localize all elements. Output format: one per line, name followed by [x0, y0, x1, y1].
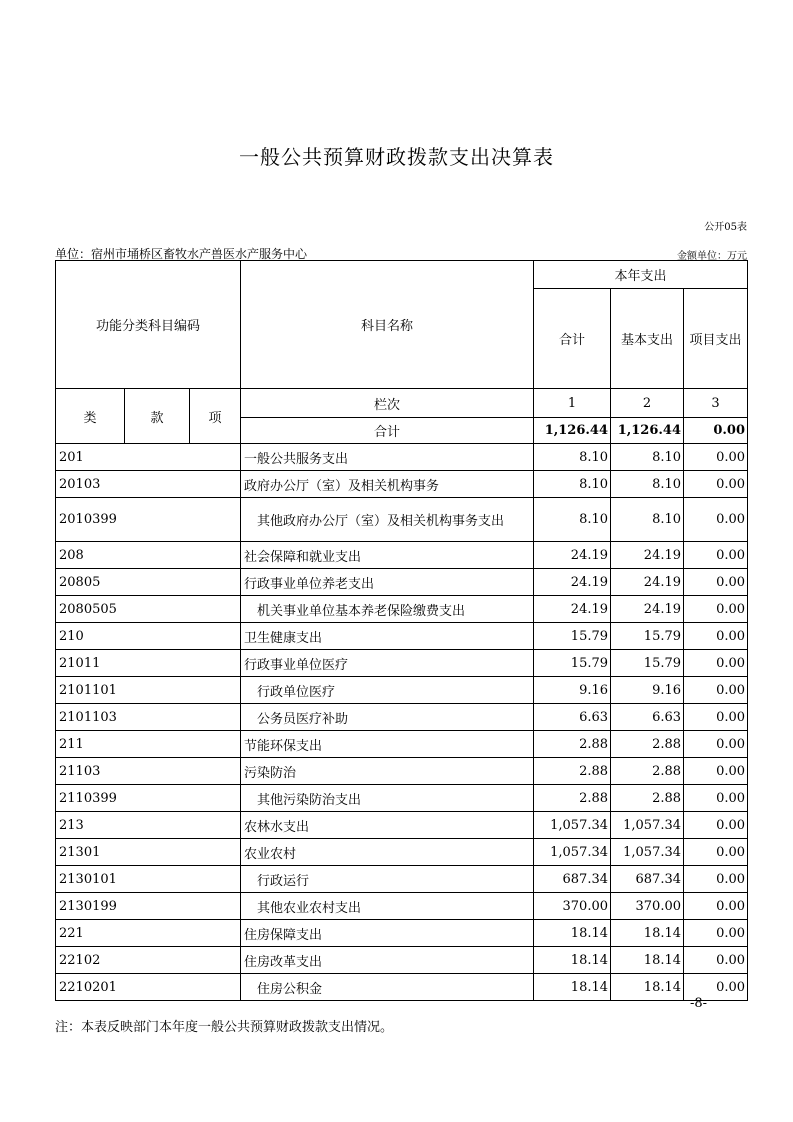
row-total: 2.88	[534, 785, 611, 812]
total-row-project: 0.00	[684, 418, 748, 444]
table-row	[56, 623, 748, 650]
row-total: 2.88	[534, 731, 611, 758]
row-code: 221	[56, 920, 241, 947]
row-name: 其他政府办公厅（室）及相关机构事务支出	[241, 498, 534, 542]
row-project: 0.00	[684, 974, 748, 1001]
row-basic: 8.10	[611, 444, 684, 471]
row-basic: 9.16	[611, 677, 684, 704]
table-row	[56, 731, 748, 758]
row-code: 2101101	[56, 677, 241, 704]
row-project: 0.00	[684, 785, 748, 812]
row-name: 住房保障支出	[241, 920, 534, 947]
row-name: 农业农村	[241, 839, 534, 866]
row-total: 24.19	[534, 569, 611, 596]
row-basic: 687.34	[611, 866, 684, 893]
table-row	[56, 677, 748, 704]
row-total: 15.79	[534, 650, 611, 677]
row-basic: 24.19	[611, 542, 684, 569]
row-total: 18.14	[534, 920, 611, 947]
row-project: 0.00	[684, 812, 748, 839]
row-total: 1,057.34	[534, 812, 611, 839]
row-project: 0.00	[684, 444, 748, 471]
table-row	[56, 866, 748, 893]
form-number: 公开05表	[704, 222, 747, 233]
row-code: 208	[56, 542, 241, 569]
header-lei: 类	[56, 389, 125, 444]
row-name: 政府办公厅（室）及相关机构事务	[241, 471, 534, 498]
row-code: 2110399	[56, 785, 241, 812]
row-name: 行政单位医疗	[241, 677, 534, 704]
row-project: 0.00	[684, 623, 748, 650]
row-basic: 1,057.34	[611, 839, 684, 866]
row-project: 0.00	[684, 947, 748, 974]
row-name: 其他农业农村支出	[241, 893, 534, 920]
row-name: 污染防治	[241, 758, 534, 785]
row-total: 8.10	[534, 471, 611, 498]
row-project: 0.00	[684, 839, 748, 866]
row-name: 一般公共服务支出	[241, 444, 534, 471]
table-row	[56, 471, 748, 498]
table-row	[56, 920, 748, 947]
table-row	[56, 704, 748, 731]
page-number: -8-	[690, 996, 708, 1011]
row-code: 213	[56, 812, 241, 839]
row-total: 15.79	[534, 623, 611, 650]
row-total: 24.19	[534, 596, 611, 623]
row-basic: 1,057.34	[611, 812, 684, 839]
table-row	[56, 758, 748, 785]
row-code: 2010399	[56, 498, 241, 542]
table-row	[56, 444, 748, 471]
table-row	[56, 812, 748, 839]
expense-table	[55, 260, 748, 1001]
table-row	[56, 839, 748, 866]
table-row	[56, 498, 748, 542]
table-note: 注：本表反映部门本年度一般公共预算财政拨款支出情况。	[55, 1020, 394, 1035]
page-title: 一般公共预算财政拨款支出决算表	[239, 145, 554, 169]
row-code: 201	[56, 444, 241, 471]
row-code: 211	[56, 731, 241, 758]
row-basic: 2.88	[611, 758, 684, 785]
header-col2: 2	[611, 389, 684, 418]
row-code: 2101103	[56, 704, 241, 731]
header-project: 项目支出	[684, 289, 748, 389]
row-project: 0.00	[684, 758, 748, 785]
row-name: 节能环保支出	[241, 731, 534, 758]
total-row-basic: 1,126.44	[611, 418, 684, 444]
row-total: 8.10	[534, 498, 611, 542]
row-project: 0.00	[684, 677, 748, 704]
row-project: 0.00	[684, 704, 748, 731]
table-row	[56, 596, 748, 623]
row-code: 2130101	[56, 866, 241, 893]
row-code: 21103	[56, 758, 241, 785]
row-code: 2130199	[56, 893, 241, 920]
row-basic: 370.00	[611, 893, 684, 920]
total-row-total: 1,126.44	[534, 418, 611, 444]
row-basic: 18.14	[611, 974, 684, 1001]
row-basic: 8.10	[611, 498, 684, 542]
header-col3: 3	[684, 389, 748, 418]
row-code: 20103	[56, 471, 241, 498]
row-project: 0.00	[684, 650, 748, 677]
row-basic: 24.19	[611, 596, 684, 623]
row-project: 0.00	[684, 569, 748, 596]
table-row	[56, 947, 748, 974]
row-project: 0.00	[684, 866, 748, 893]
row-name: 机关事业单位基本养老保险缴费支出	[241, 596, 534, 623]
row-basic: 8.10	[611, 471, 684, 498]
row-project: 0.00	[684, 498, 748, 542]
row-total: 18.14	[534, 974, 611, 1001]
row-project: 0.00	[684, 542, 748, 569]
row-name: 其他污染防治支出	[241, 785, 534, 812]
row-code: 2210201	[56, 974, 241, 1001]
table-row	[56, 569, 748, 596]
row-code: 22102	[56, 947, 241, 974]
row-name: 住房公积金	[241, 974, 534, 1001]
header-basic: 基本支出	[611, 289, 684, 389]
row-name: 住房改革支出	[241, 947, 534, 974]
row-name: 卫生健康支出	[241, 623, 534, 650]
row-code: 21301	[56, 839, 241, 866]
row-basic: 2.88	[611, 731, 684, 758]
row-code: 21011	[56, 650, 241, 677]
row-name: 公务员医疗补助	[241, 704, 534, 731]
amount-unit: 金额单位：万元	[677, 251, 747, 262]
row-name: 行政事业单位养老支出	[241, 569, 534, 596]
row-basic: 15.79	[611, 623, 684, 650]
table-row	[56, 974, 748, 1001]
unit-label: 单位：宿州市埇桥区畜牧水产兽医水产服务中心	[55, 247, 308, 261]
table-row	[56, 785, 748, 812]
row-name: 行政事业单位医疗	[241, 650, 534, 677]
row-project: 0.00	[684, 596, 748, 623]
row-project: 0.00	[684, 920, 748, 947]
row-code: 2080505	[56, 596, 241, 623]
row-basic: 15.79	[611, 650, 684, 677]
row-name: 行政运行	[241, 866, 534, 893]
row-total: 8.10	[534, 444, 611, 471]
header-name: 科目名称	[241, 261, 534, 389]
row-basic: 6.63	[611, 704, 684, 731]
row-total: 687.34	[534, 866, 611, 893]
row-total: 370.00	[534, 893, 611, 920]
header-col1: 1	[534, 389, 611, 418]
row-project: 0.00	[684, 731, 748, 758]
row-name: 社会保障和就业支出	[241, 542, 534, 569]
header-code-group: 功能分类科目编码	[56, 261, 241, 389]
row-total: 1,057.34	[534, 839, 611, 866]
row-project: 0.00	[684, 471, 748, 498]
row-total: 6.63	[534, 704, 611, 731]
row-basic: 2.88	[611, 785, 684, 812]
row-code: 210	[56, 623, 241, 650]
row-code: 20805	[56, 569, 241, 596]
row-basic: 18.14	[611, 920, 684, 947]
table-row	[56, 893, 748, 920]
total-row-label: 合计	[241, 418, 534, 444]
header-xiang: 项	[190, 389, 241, 444]
table-row	[56, 650, 748, 677]
table-row	[56, 542, 748, 569]
header-kuan: 款	[125, 389, 190, 444]
row-total: 9.16	[534, 677, 611, 704]
row-name: 农林水支出	[241, 812, 534, 839]
row-basic: 24.19	[611, 569, 684, 596]
row-total: 2.88	[534, 758, 611, 785]
header-year-expense: 本年支出	[534, 261, 748, 289]
header-lanci: 栏次	[241, 389, 534, 418]
row-basic: 18.14	[611, 947, 684, 974]
row-total: 18.14	[534, 947, 611, 974]
row-total: 24.19	[534, 542, 611, 569]
row-project: 0.00	[684, 893, 748, 920]
header-total: 合计	[534, 289, 611, 389]
